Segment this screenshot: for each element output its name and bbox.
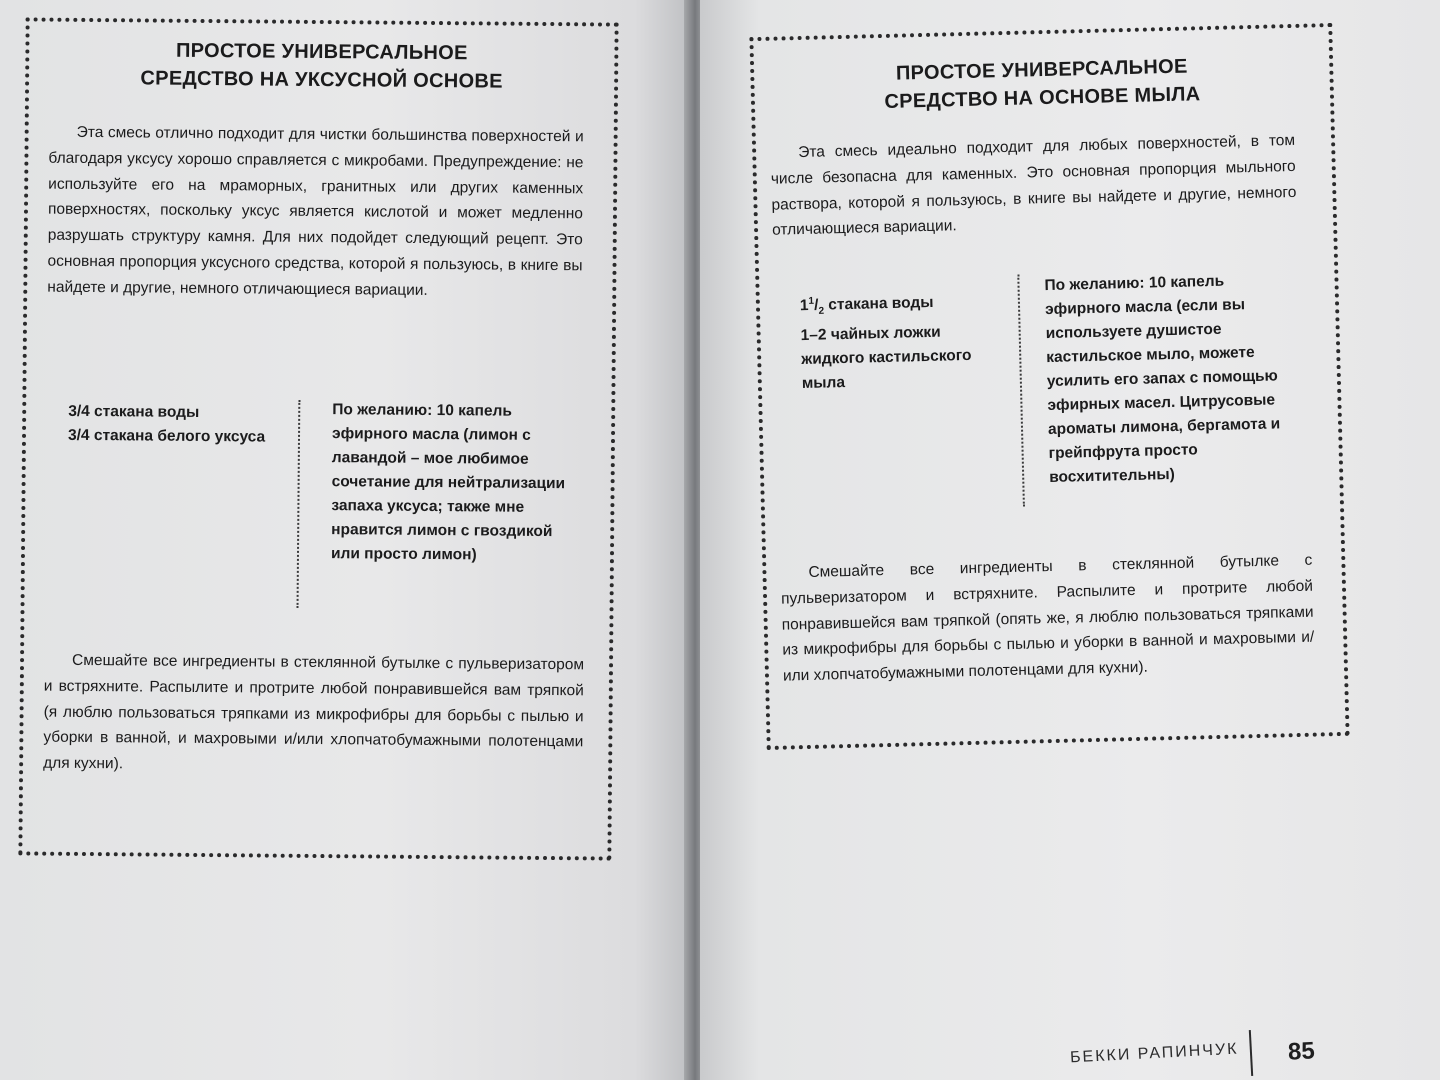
soap-recipe-intro: Эта смесь идеально подходит для любых поверхностей, в том числе безопасна для каменных. Это основная пропорция мыльного раствора, которой я пользуюсь, в книге вы найдете и другие, немного отличающиеся вариации. bbox=[770, 131, 1297, 240]
soap-recipe-box bbox=[749, 23, 1349, 750]
vinegar-ingredient-water: 3/4 стакана воды bbox=[68, 402, 200, 421]
vinegar-recipe-box bbox=[18, 17, 618, 860]
water-amount-numerator: 1 bbox=[808, 295, 815, 307]
soap-recipe-title-line1: ПРОСТОЕ УНИВЕРСАЛЬНОЕ bbox=[895, 55, 1188, 85]
left-page bbox=[0, 0, 690, 1080]
water-amount-whole: 1 bbox=[799, 297, 809, 315]
soap-ingredient-castile: 1–2 чайных ложки жидкого кастильского мыла bbox=[800, 323, 972, 393]
soap-recipe-instructions: Смешайте все ингредиенты в стеклянной бутылке с пульверизатором и встряхните. Распылите и протрите любой понравившейся вам тряпкой (опять же, я люблю пользоваться тряпками из микрофибры для борьбы с пылью и уборки в ванной и махровыми и/или хлопчатобумажными полотенцами для кухни). bbox=[780, 551, 1315, 685]
right-page bbox=[700, 0, 1440, 1080]
soap-recipe-title-line2: СРЕДСТВО НА ОСНОВЕ МЫЛА bbox=[884, 83, 1201, 113]
soap-column-divider bbox=[1017, 275, 1025, 507]
page-number: 85 bbox=[1287, 1037, 1316, 1066]
water-amount-unit: стакана воды bbox=[823, 293, 934, 314]
vinegar-optional-oils: По желанию: 10 капель эфирного масла (лимон с лавандой – мое любимое сочетание для нейтрализации запаха уксуса; также мне нравится лимон с гвоздикой или просто лимон) bbox=[330, 401, 566, 564]
water-amount-denominator: 2 bbox=[818, 305, 825, 317]
vinegar-recipe-instructions: Смешайте все ингредиенты в стеклянной бутылке с пульверизатором и встряхните. Распылите и протрите любой понравившейся вам тряпкой (я люблю пользоваться тряпками из микрофибры для борьбы с пылью и уборки в ванной, и махровыми и/или хлопчатобумажными полотенцами для кухни). bbox=[43, 651, 585, 773]
vinegar-ingredients bbox=[68, 400, 268, 450]
soap-ingredient-water: $1^1/_2$ стакана воды bbox=[799, 293, 934, 317]
vinegar-recipe-title-line1: ПРОСТОЕ УНИВЕРСАЛЬНОЕ bbox=[175, 39, 468, 65]
vinegar-ingredient-vinegar: 3/4 стакана белого уксуса bbox=[67, 426, 266, 446]
running-footer-author: БЕККИ РАПИНЧУК bbox=[1069, 1040, 1239, 1067]
vinegar-recipe-intro: Эта смесь отлично подходит для чистки большинства поверхностей и благодаря уксусу хорошо справляется с микробами. Предупреждение: не используйте его на мраморных, гранитных или других каменных поверхностях, поскольку уксус является кислотой и может медленно разрушать структуру камня. Для них подойдет следующий рецепт. Это основная пропорция уксусного средства, которой я пользуюсь, в книге вы найдете и другие, немного отличающиеся вариации. bbox=[47, 123, 584, 299]
vinegar-column-divider bbox=[297, 400, 301, 608]
soap-ingredients bbox=[800, 285, 1003, 396]
soap-optional-oils: По желанию: 10 капель эфирного масла (если вы используете душистое кастильское мыло, можете усилить его запах с помощью эфирных масел. Цитрусовые ароматы лимона, бергамота и грейпфрута просто восхитительны) bbox=[1044, 272, 1281, 487]
vinegar-recipe-title-line2: СРЕДСТВО НА УКСУСНОЙ ОСНОВЕ bbox=[140, 67, 503, 93]
